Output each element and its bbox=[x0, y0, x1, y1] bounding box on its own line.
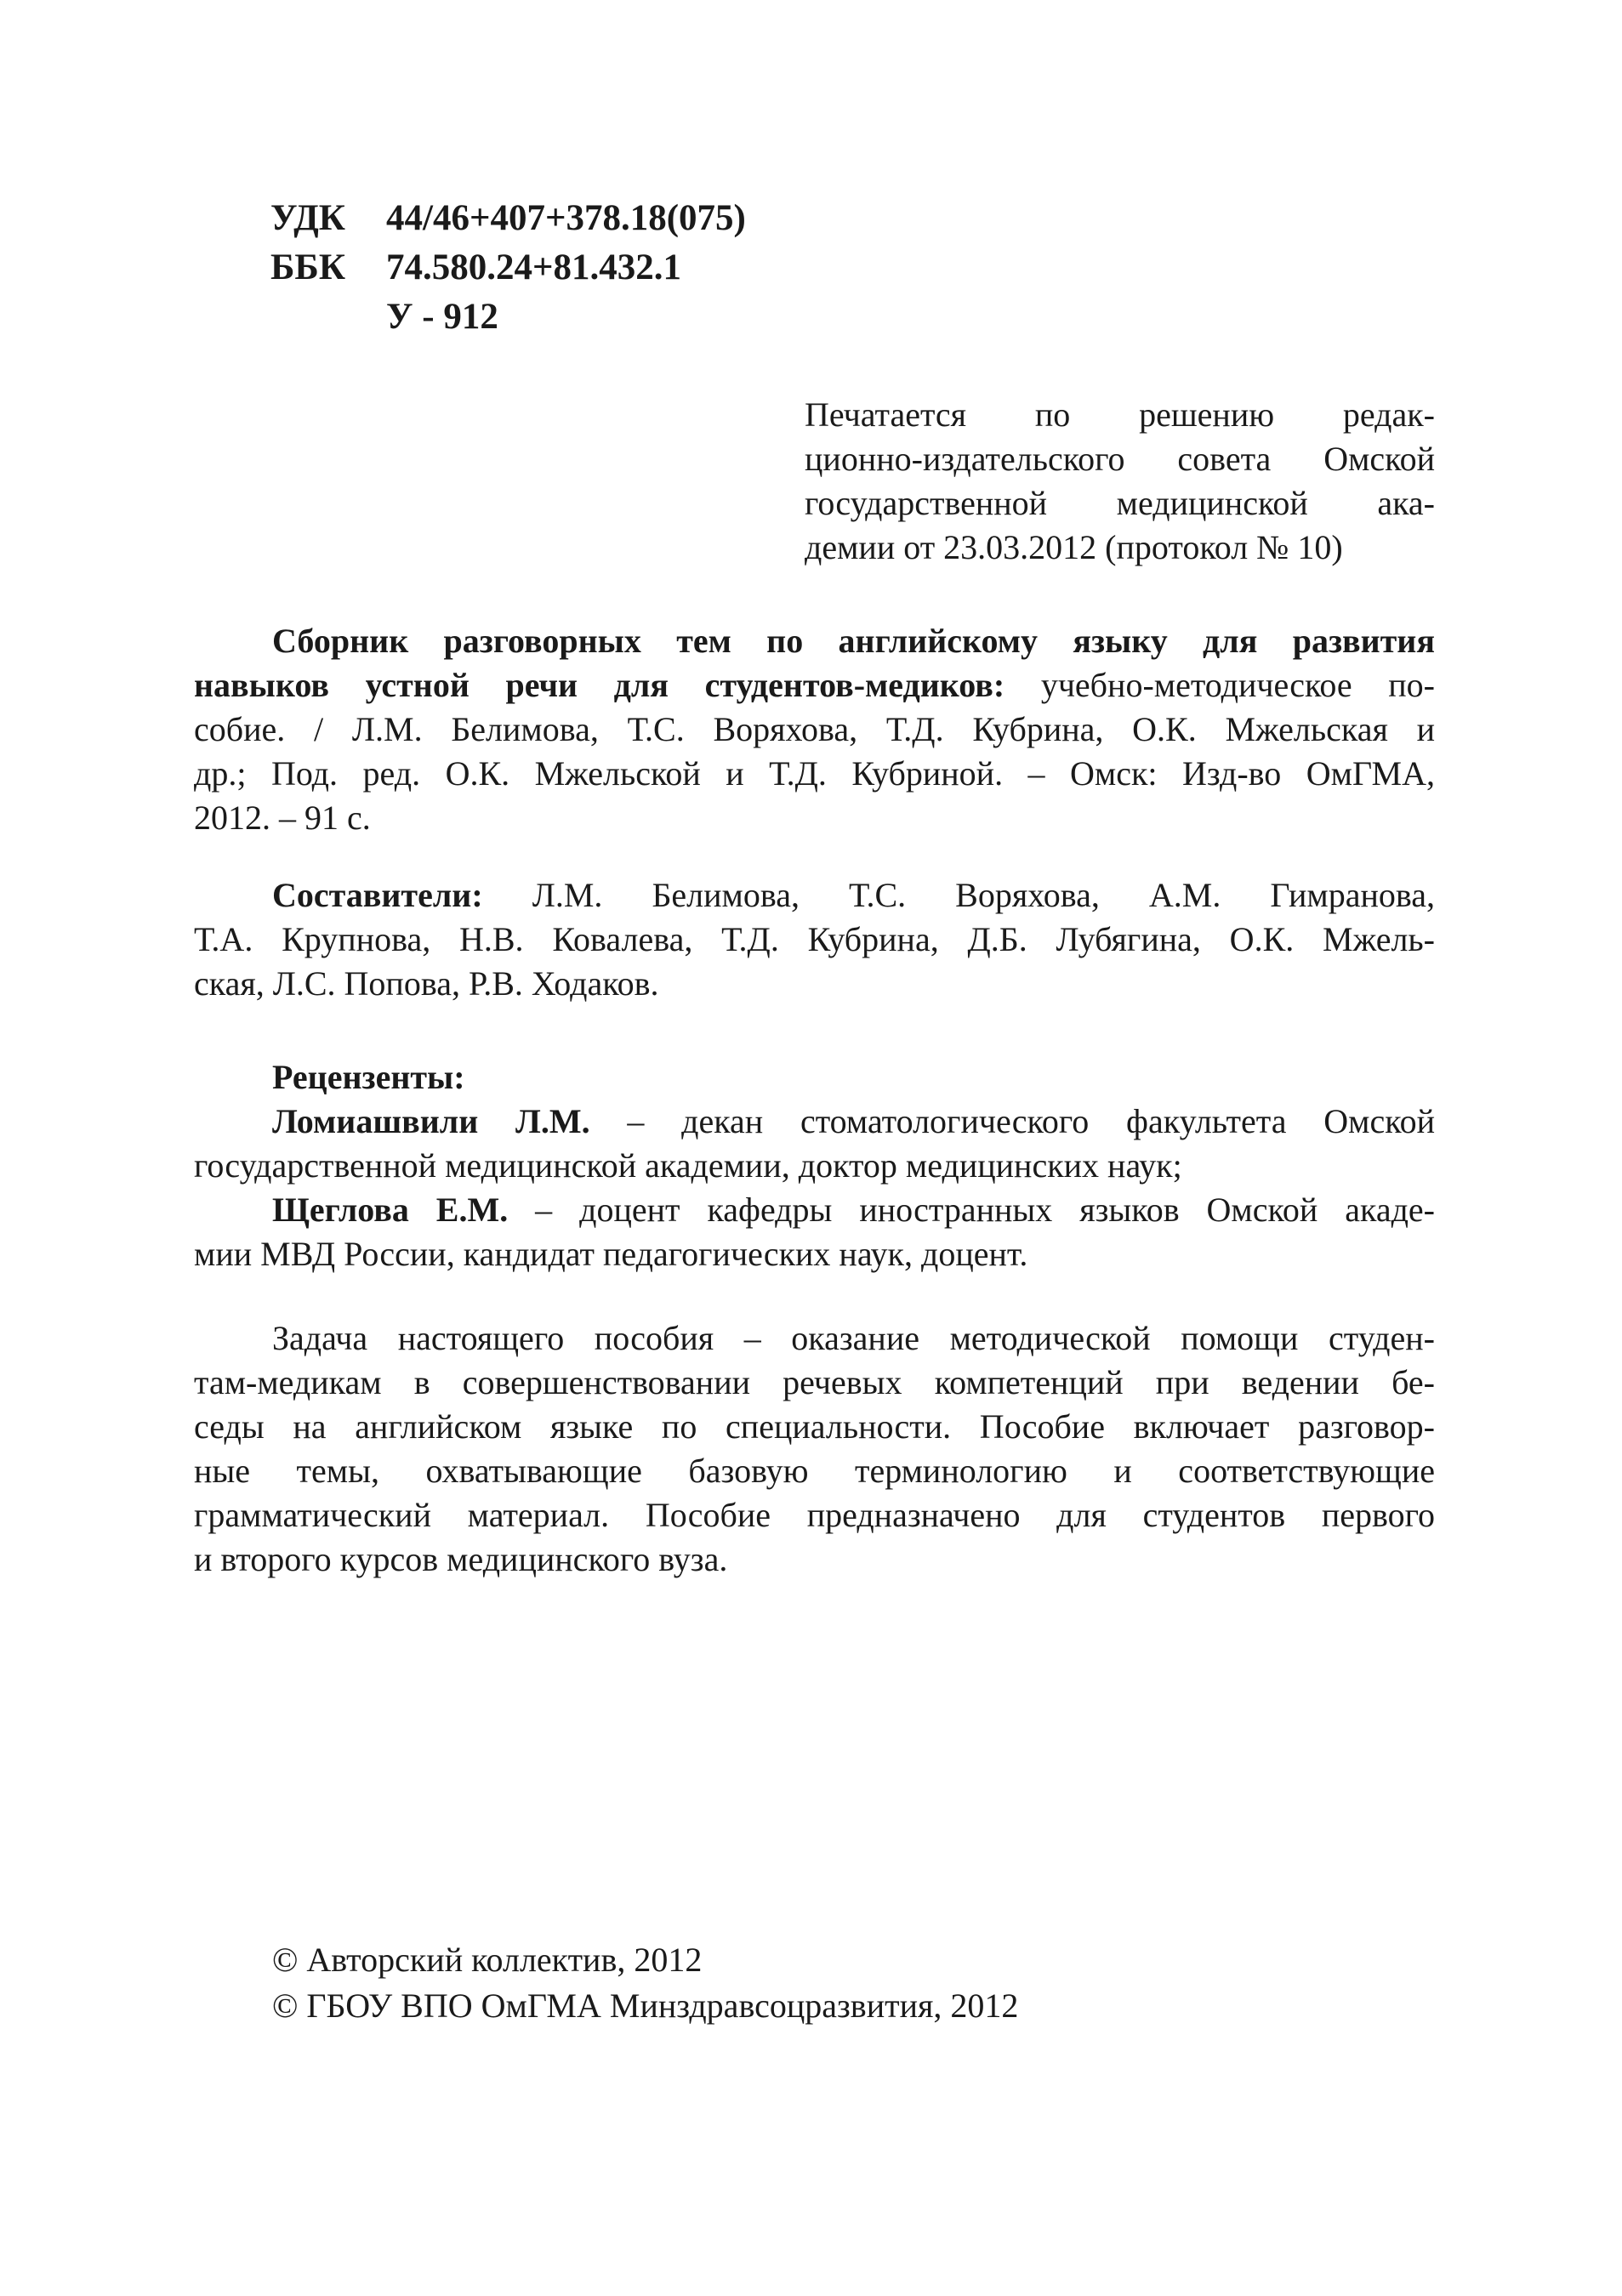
summary-line: Задача настоящего пособия – оказание методической помощи студен- bbox=[272, 1319, 1435, 1357]
summary-line: ные темы, охватывающие базовую терминологию и соответствующие bbox=[194, 1452, 1435, 1490]
reviewers-section bbox=[194, 1055, 1435, 1276]
reviewer-line: мии МВД России, кандидат педагогических наук, доцент. bbox=[194, 1235, 1028, 1273]
bibliographic-description bbox=[194, 619, 1435, 840]
approval-line: государственной медицинской ака- bbox=[805, 484, 1435, 522]
reviewer-line: государственной медицинской академии, доктор медицинских наук; bbox=[194, 1146, 1182, 1185]
bib-line bbox=[194, 663, 1435, 708]
author-mark: У - 912 bbox=[386, 297, 498, 337]
reviewer-line bbox=[194, 1188, 1435, 1232]
approval-line: Печатается по решению редак- bbox=[805, 395, 1435, 434]
udk-value: 44/46+407+378.18(075) bbox=[386, 198, 746, 238]
summary-paragraph bbox=[194, 1316, 1435, 1582]
compilers-line bbox=[194, 873, 1435, 918]
udk-label: УДК bbox=[270, 198, 345, 238]
summary-line: грамматический материал. Пособие предназначено для студентов первого bbox=[194, 1496, 1435, 1534]
publication-approval bbox=[805, 393, 1435, 570]
reviewer-name: Ломиашвили Л.М. bbox=[272, 1102, 590, 1140]
summary-line: там-медикам в совершенствовании речевых компетенций при ведении бе- bbox=[194, 1363, 1435, 1401]
compilers-text: Л.М. Белимова, Т.С. Воряхова, А.М. Гимранова, bbox=[482, 876, 1435, 914]
reviewer-name: Щеглова Е.М. bbox=[272, 1191, 509, 1229]
compilers-line: Т.А. Крупнова, Н.В. Ковалева, Т.Д. Кубрина, Д.Б. Лубягина, О.К. Мжель- bbox=[194, 920, 1435, 958]
summary-line: и второго курсов медицинского вуза. bbox=[194, 1540, 728, 1578]
book-title-part1: Сборник разговорных тем по английскому языку для развития bbox=[272, 622, 1435, 660]
copyright-line: © Авторский коллектив, 2012 bbox=[272, 1941, 703, 1979]
copyright-line: © ГБОУ ВПО ОмГМА Минздравсоцразвития, 2012 bbox=[272, 1986, 1019, 2025]
reviewer-text: – доцент кафедры иностранных языков Омской акаде- bbox=[508, 1191, 1435, 1229]
bib-text: учебно-методическое по- bbox=[1005, 666, 1435, 704]
bbk-row bbox=[270, 243, 746, 293]
reviewer-line bbox=[194, 1100, 1435, 1144]
book-title-part2: навыков устной речи для студентов-медиков: bbox=[194, 666, 1005, 704]
bbk-label: ББК bbox=[270, 247, 346, 287]
reviewers-heading: Рецензенты: bbox=[272, 1058, 465, 1096]
udk-row bbox=[270, 194, 746, 243]
approval-line: ционно-издательского совета Омской bbox=[805, 440, 1435, 478]
summary-line: седы на английском языке по специальности. Пособие включает разговор- bbox=[194, 1407, 1435, 1446]
bib-line: собие. / Л.М. Белимова, Т.С. Воряхова, Т.Д. Кубрина, О.К. Мжельская и bbox=[194, 710, 1435, 748]
compilers-line: ская, Л.С. Попова, Р.В. Ходаков. bbox=[194, 964, 659, 1003]
reviewer-text: – декан стоматологического факультета Омской bbox=[589, 1102, 1436, 1140]
compilers-section bbox=[194, 873, 1435, 1006]
approval-line: демии от 23.03.2012 (протокол № 10) bbox=[805, 528, 1343, 566]
classification-codes bbox=[270, 194, 746, 342]
bib-line: др.; Под. ред. О.К. Мжельской и Т.Д. Кубриной. – Омск: Изд-во ОмГМА, bbox=[194, 754, 1435, 793]
compilers-label: Составители: bbox=[272, 876, 483, 914]
bib-line bbox=[194, 619, 1435, 663]
bib-line: 2012. – 91 с. bbox=[194, 798, 371, 837]
copyright-notice bbox=[272, 1937, 1018, 2029]
bbk-value: 74.580.24+81.432.1 bbox=[386, 247, 682, 287]
